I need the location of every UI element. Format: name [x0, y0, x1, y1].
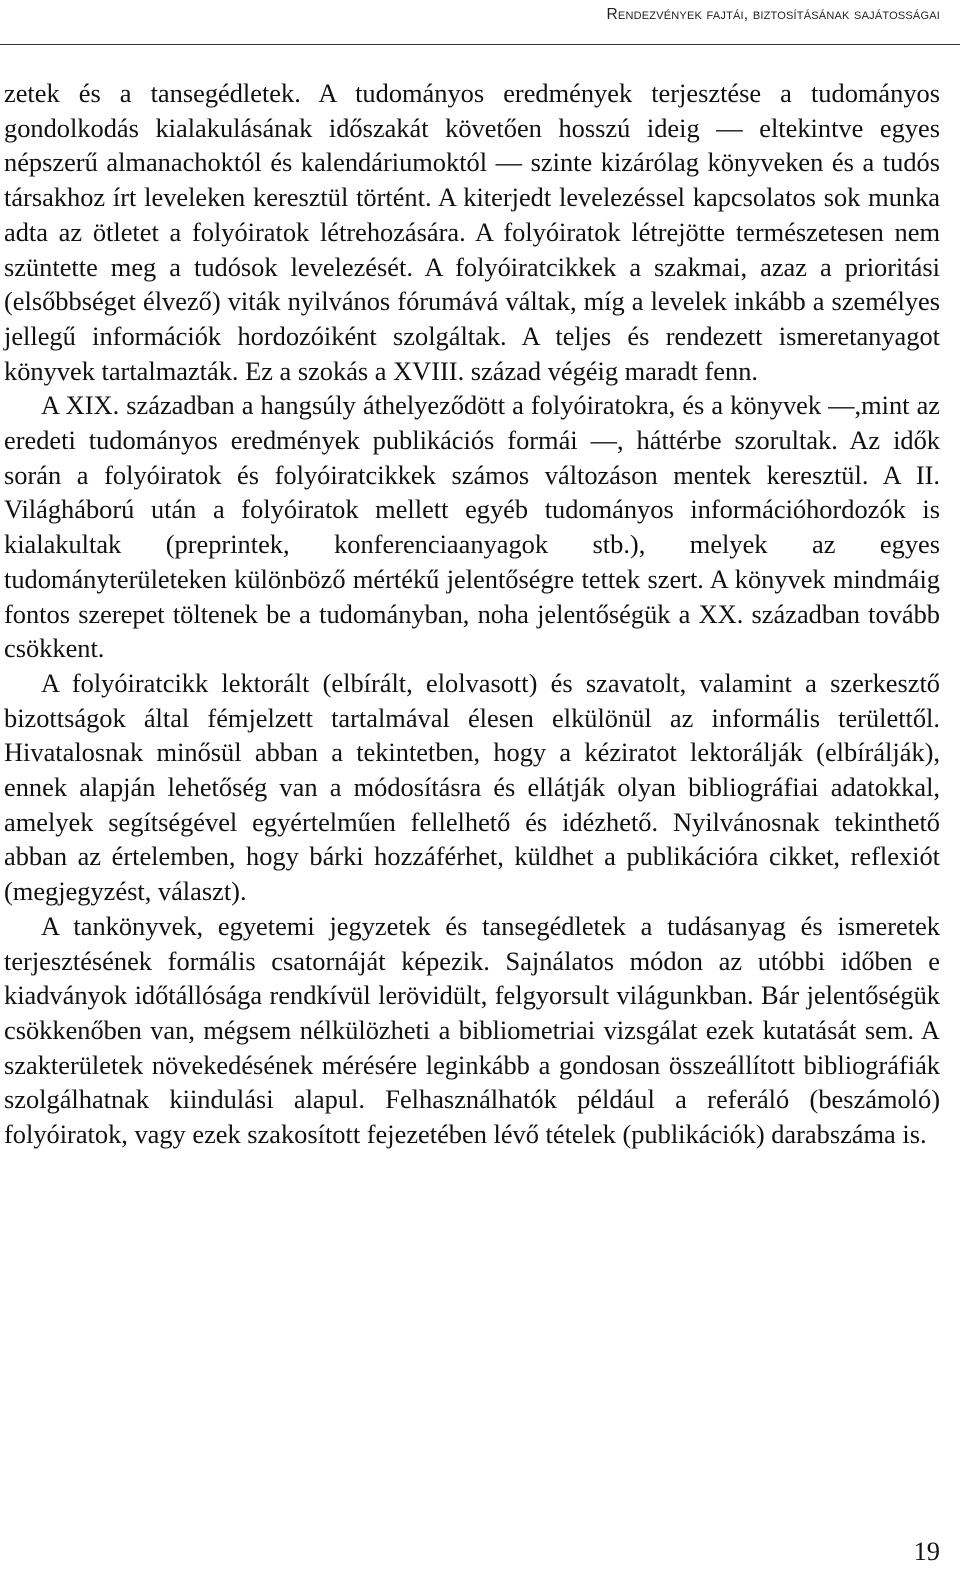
- paragraph-2: A XIX. században a hangsúly áthelyeződött a folyóiratokra, és a könyvek —,mint az eredeti tudományos eredmények publikációs formái —, háttérbe szorultak. Az idők során a folyóiratok és folyóiratcikkek számos változáson mentek keresztül. A II. Világháború után a folyóiratok mellett egyéb tudományos információhordozók is kialakultak (preprintek, konferenciaanyagok stb.), melyek az egyes tudományterületeken különböző mértékű jelentőségre tettek szert. A könyvek mindmáig fontos szerepet töltenek be a tudományban, noha jelentőségük a XX. században tovább csökkent.: [4, 390, 940, 664]
- page-number: 19: [913, 1536, 940, 1566]
- page-body: [4, 76, 940, 1152]
- paragraph-1: zetek és a tansegédletek. A tudományos eredmények terjesztése a tudományos gondolkodás kialakulásának időszakát követően hosszú ideig — eltekintve egyes népszerű almanachoktól és kalendáriumoktól — szinte kizárólag könyveken és a tudós társakhoz írt leveleken keresztül történt. A kiterjedt levelezéssel kapcsolatos sok munka adta az ötletet a folyóiratok létrehozására. A folyóiratok létrejötte természetesen nem szüntette meg a tudósok levelezését. A folyóiratcikkek a szakmai, azaz a prioritási (elsőbbséget élvező) viták nyilvános fórumává váltak, míg a levelek inkább a személyes jellegű információk hordozóiként szolgáltak. A teljes és rendezett ismeretanyagot könyvek tartalmazták. Ez a szokás a XVIII. század végéig maradt fenn.: [4, 78, 940, 386]
- paragraph-4: A tankönyvek, egyetemi jegyzetek és tansegédletek a tudásanyag és ismeretek terjesztésének formális csatornáját képezik. Sajnálatos módon az utóbbi időben e kiadványok időtállósága rendkívül lerövidült, felgyorsult világunkban. Bár jelentőségük csökkenőben van, mégsem nélkülözheti a bibliometriai vizsgálat ezek kutatását sem. A szakterületek növekedésének mérésére leginkább a gondosan összeállított bibliográfiák szolgálhatnak kiindulási alapul. Felhasználhatók például a referáló (beszámoló) folyóiratok, vagy ezek szakosított fejezetében lévő tételek (publikációk) darabszáma is.: [4, 910, 940, 1150]
- running-header-title: Rendezvények fajtái, biztosításának sajátosságai: [606, 6, 940, 23]
- paragraph-3: A folyóiratcikk lektorált (elbírált, elolvasott) és szavatolt, valamint a szerkesztő bizottságok által fémjelzett tartalmával élesen elkülönül az informális területtől. Hivatalosnak minősül abban a tekintetben, hogy a kéziratot lektorálják (elbírálják), ennek alapján lehetőség van a módosításra és ellátják olyan bibliográfiai adatokkal, amelyek segítségével egyértelműen fellelhető és idézhető. Nyilvánosnak tekinthető abban az értelemben, hogy bárki hozzáférhet, küldhet a publikációra cikket, reflexiót (megjegyzést, választ).: [4, 667, 940, 907]
- header-divider: [0, 44, 960, 45]
- running-header: [0, 0, 960, 45]
